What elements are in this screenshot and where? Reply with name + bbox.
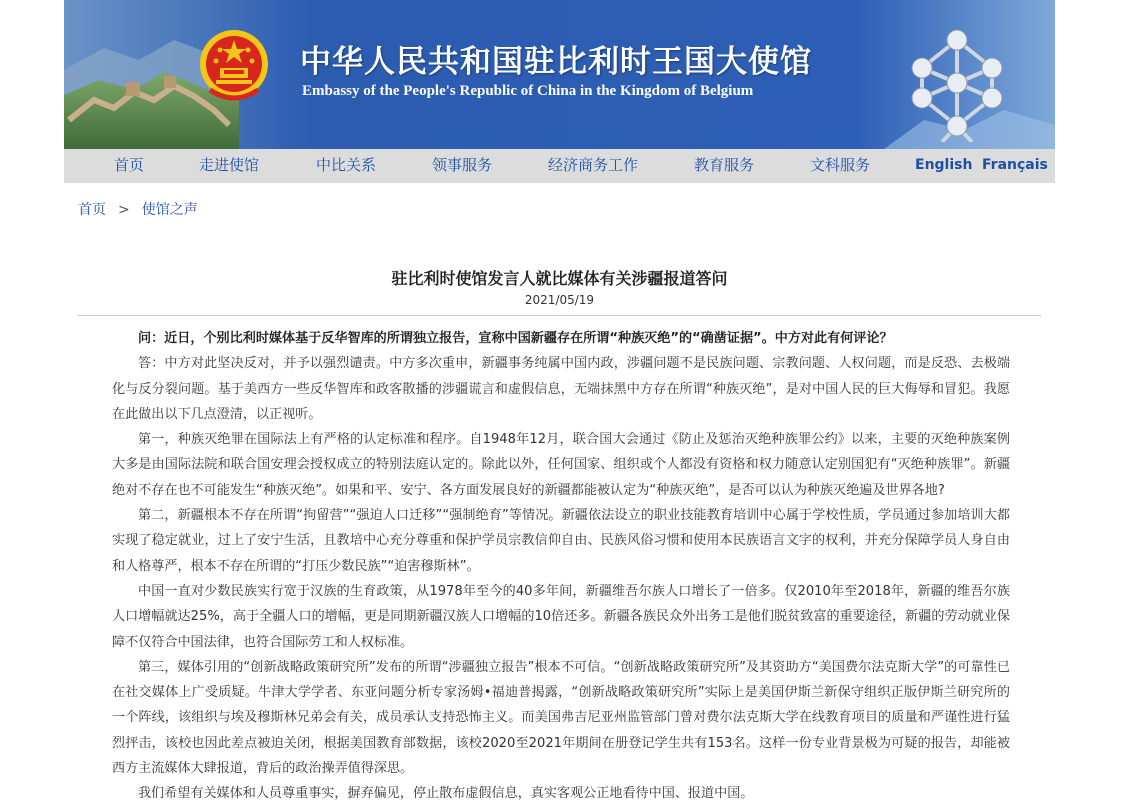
nav-item-culture-services[interactable]: 文科服务 xyxy=(810,156,871,174)
title-divider xyxy=(78,315,1041,316)
article-paragraph: 第二，新疆根本不存在所谓“拘留营”“强迫人口迁移”“强制绝育”等情况。新疆依法设立的职业技能教育培训中心属于学校性质，学员通过参加培训大都实现了稳定就业，过上了安宁生活，且教培中心充分尊重和保护学员宗教信仰自由、民族风俗习惯和使用本民族语言文字的权利，并充分保障学员人身自由和人格尊严，根本不存在所谓的“打压少数民族”“迫害穆斯林”。 xyxy=(112,508,1010,574)
article-paragraph: 我们希望有关媒体和人员尊重事实，摒弃偏见，停止散布虚假信息，真实客观公正地看待中国、报道中国。 xyxy=(138,786,754,802)
article-date: 2021/05/19 xyxy=(524,293,595,307)
article-question: 问：近日，个别比利时媒体基于反华智库的所谓独立报告，宣称中国新疆存在所谓“种族灭绝”的“确凿证据”。中方对此有何评论？ xyxy=(138,331,893,346)
breadcrumb-current-link[interactable]: 使馆之声 xyxy=(141,202,198,218)
article-paragraph: 中国一直对少数民族实行宽于汉族的生育政策，从1978年至今的40多年间，新疆维吾尔族人口增长了一倍多。仅2010年至2018年，新疆的维吾尔族人口增幅就达25%，高于全疆人口的增幅，更是同期新疆汉族人口增幅的10倍还多。新疆各族民众外出务工是他们脱贫致富的重要途径，新疆的劳动就业保障不仅符合中国法律，也符合国际劳工和人权标准。 xyxy=(112,583,1010,650)
article-title: 驻比利时使馆发言人就比媒体有关涉疆报道答问 xyxy=(391,269,728,288)
article-paragraph: 答：中方对此坚决反对，并予以强烈谴责。中方多次重申，新疆事务纯属中国内政，涉疆问题不是民族问题、宗教问题、人权问题，而是反恐、去极端化与反分裂问题。基于美西方一些反华智库和政客散播的涉疆谎言和虚假信息，无端抹黑中方存在所谓“种族灭绝”，是对中国人民的巨大侮辱和冒犯。我愿在此做出以下几点澄清，以正视听。 xyxy=(112,356,1010,422)
nav-item-french[interactable]: Français xyxy=(982,157,1048,173)
article-paragraph: 第三，媒体引用的“创新战略政策研究所”发布的所谓“涉疆独立报告”根本不可信。“创新战略政策研究所”及其资助方“美国费尔法克斯大学”的可靠性已在社交媒体上广受质疑。牛津大学学者、东亚问题分析专家汤姆•福迪普揭露，“创新战略政策研究所”实际上是美国伊斯兰新保守组织正版伊斯兰研究所的一个阵线，该组织与埃及穆斯林兄弟会有关，成员承认支持恐怖主义。而美国弗吉尼亚州监管部门曾对费尔法克斯大学在线教育项目的质量和严谨性进行猛烈抨击，该校也因此差点被迫关闭，根据美国教育部数据，该校2020至2021年期间在册登记学生共有153名。这样一份专业背景极为可疑的报告，却能被西方主流媒体大肆报道，背后的政治操弄值得深思。 xyxy=(112,659,1010,777)
header-banner xyxy=(64,0,1055,149)
main-nav xyxy=(64,149,1055,183)
nav-item-china-belgium-relations[interactable]: 中比关系 xyxy=(316,156,377,174)
embassy-title-cn: 中华人民共和国驻比利时王国大使馆 xyxy=(300,44,812,80)
nav-item-english[interactable]: English xyxy=(915,157,973,173)
breadcrumb-separator: > xyxy=(118,202,130,218)
nav-item-consular-services[interactable]: 领事服务 xyxy=(432,156,493,174)
national-emblem-icon xyxy=(198,28,270,104)
breadcrumb-home-link[interactable]: 首页 xyxy=(78,202,106,218)
nav-item-education-services[interactable]: 教育服务 xyxy=(694,156,755,174)
nav-item-about-embassy[interactable]: 走进使馆 xyxy=(199,156,260,174)
embassy-title-en: Embassy of the People's Republic of China in the Kingdom of Belgium xyxy=(302,83,754,99)
article-paragraph: 第一，种族灭绝罪在国际法上有严格的认定标准和程序。自1948年12月，联合国大会通过《防止及惩治灭绝种族罪公约》以来，主要的灭绝种族案例大多是由国际法院和联合国安理会授权成立的特别法庭认定的。除此以外，任何国家、组织或个人都没有资格和权力随意认定别国犯有“灭绝种族罪”。新疆绝对不存在也不可能发生“种族灭绝”。如果和平、安宁、各方面发展良好的新疆都能被认定为“种族灭绝”，是否可以认为种族灭绝遍及世界各地? xyxy=(112,432,1010,498)
atomium-icon xyxy=(902,26,1012,142)
article-body xyxy=(112,326,1010,807)
nav-item-home[interactable]: 首页 xyxy=(114,156,145,174)
breadcrumb xyxy=(78,199,198,219)
nav-item-economic-commercial[interactable]: 经济商务工作 xyxy=(548,156,639,174)
